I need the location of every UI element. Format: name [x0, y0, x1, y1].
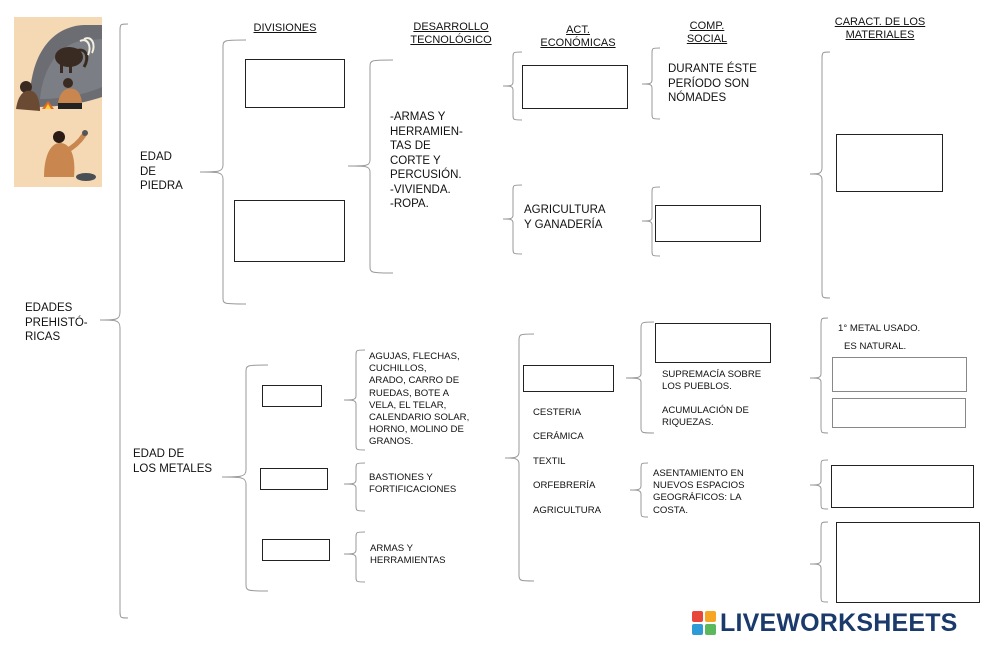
- liveworksheets-logo: [692, 609, 958, 637]
- material-first-metal-text: 1° METAL USADO.: [838, 323, 921, 334]
- social-settlement-text: ASENTAMIENTO EN NUEVOS ESPACIOS GEOGRÁFICOS: LA COSTA.: [653, 468, 745, 516]
- activity-cesteria: CESTERIA: [533, 407, 581, 418]
- answer-box-division-2[interactable]: [234, 200, 345, 262]
- material-natural-text: ES NATURAL.: [844, 341, 907, 352]
- metal-tech-2-text: BASTIONES Y FORTIFICACIONES: [369, 472, 457, 496]
- stone-tech-text: -ARMAS Y HERRAMIEN- TAS DE CORTE Y PERCUSIÓN. -VIVIENDA. -ROPA.: [390, 111, 463, 210]
- answer-box-division-5[interactable]: [262, 539, 330, 561]
- metal-tech-3-text: ARMAS Y HERRAMIENTAS: [370, 543, 446, 567]
- root-label: EDADES PREHISTÓ- RICAS: [25, 302, 88, 343]
- stone-agri-text: AGRICULTURA Y GANADERÍA: [524, 204, 606, 231]
- header-caract-materiales: CARACT. DE LOS MATERIALES: [834, 16, 926, 41]
- activity-textil: TEXTIL: [533, 456, 566, 467]
- answer-box-material-4[interactable]: [831, 465, 974, 508]
- metal-age-label: EDAD DE LOS METALES: [133, 448, 213, 475]
- stone-nomads-text: DURANTE ÉSTE PERÍODO SON NÓMADES: [668, 63, 757, 104]
- answer-box-material-1[interactable]: [836, 134, 943, 192]
- answer-box-activity-1[interactable]: [522, 65, 628, 109]
- stone-age-label: EDAD DE PIEDRA: [140, 151, 183, 192]
- answer-box-material-3[interactable]: [832, 398, 966, 428]
- answer-box-material-2[interactable]: [832, 357, 967, 392]
- header-desarrollo: DESARROLLO TECNOLÓGICO: [410, 21, 492, 46]
- answer-box-activity-2[interactable]: [523, 365, 614, 392]
- answer-box-division-4[interactable]: [260, 468, 328, 490]
- header-divisiones: DIVISIONES: [253, 22, 317, 34]
- activity-orfebreria: ORFEBRERÍA: [533, 480, 596, 491]
- answer-box-social-2[interactable]: [655, 323, 771, 363]
- live-badge-icon: [692, 611, 716, 635]
- activity-ceramica: CERÁMICA: [533, 431, 584, 442]
- answer-box-division-1[interactable]: [245, 59, 345, 108]
- activity-agricultura: AGRICULTURA: [533, 505, 602, 516]
- answer-box-division-3[interactable]: [262, 385, 322, 407]
- social-supremacy-text: SUPREMACÍA SOBRE LOS PUEBLOS.: [662, 369, 762, 393]
- header-comp-social: COMP. SOCIAL: [686, 20, 728, 45]
- answer-box-social-1[interactable]: [655, 205, 761, 242]
- header-act-economicas: ACT. ECONÓMICAS: [540, 24, 616, 49]
- metal-tech-1-text: AGUJAS, FLECHAS, CUCHILLOS, ARADO, CARRO DE RUEDAS, BOTE A VELA, EL TELAR, CALENDARIO SOLAR, HORNO, MOLINO DE GRANOS.: [369, 351, 470, 448]
- answer-box-material-5[interactable]: [836, 522, 980, 603]
- social-wealth-text: ACUMULACIÓN DE RIQUEZAS.: [662, 405, 749, 429]
- logo-text: LIVEWORKSHEETS: [720, 608, 958, 637]
